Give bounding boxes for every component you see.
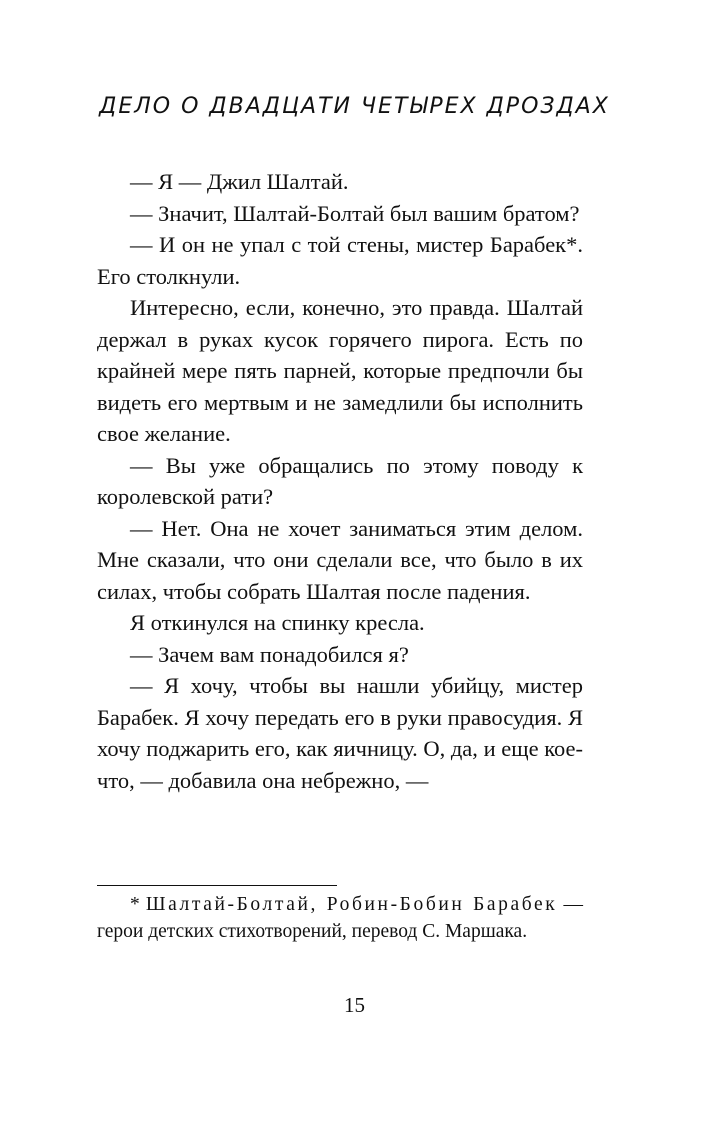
footnote-rest: — герои детских стихотворений, перевод С. Маршака. — [97, 894, 583, 942]
paragraph: — Зачем вам понадобился я? — [130, 641, 409, 667]
paragraph: — Я хочу, чтобы вы нашли убийцу, мистер Барабек. Я хочу передать его в руки правосудия. Я хочу поджарить его, как яичницу. О, да, и еще кое-что, — добавила она небрежно, — — [97, 673, 583, 793]
body-text — [97, 166, 583, 796]
paragraph: Я откинулся на спинку кресла. — [130, 610, 425, 635]
paragraph: — И он не упал с той стены, мистер Барабек*. Его столкнули. — [97, 232, 583, 289]
paragraph: — Я — Джил Шалтай. — [130, 169, 349, 194]
footnote-marker: * — [130, 894, 140, 915]
footnote — [97, 892, 583, 945]
paragraph: — Вы уже обращались по этому поводу к королевской рати? — [97, 452, 583, 509]
running-title: ДЕЛО О ДВАДЦАТИ ЧЕТЫРЕХ ДРОЗДАХ — [99, 94, 610, 119]
page-number: 15 — [344, 993, 365, 1017]
paragraph: — Нет. Она не хочет заниматься этим делом. Мне сказали, что они сделали все, что было в их силах, чтобы собрать Шалтая после падения. — [97, 515, 583, 604]
footnote-names: Шалтай-Болтай, Робин-Бобин Барабек — [145, 894, 558, 915]
footnote-text — [97, 892, 583, 945]
footnote-divider — [97, 885, 337, 886]
paragraph: — Значит, Шалтай-Болтай был вашим братом? — [130, 200, 580, 226]
paragraph: Интересно, если, конечно, это правда. Шалтай держал в руках кусок горячего пирога. Есть по крайней мере пять парней, которые предпочли бы видеть его мертвым и не замедлили бы исполнить свое желание. — [97, 295, 583, 446]
